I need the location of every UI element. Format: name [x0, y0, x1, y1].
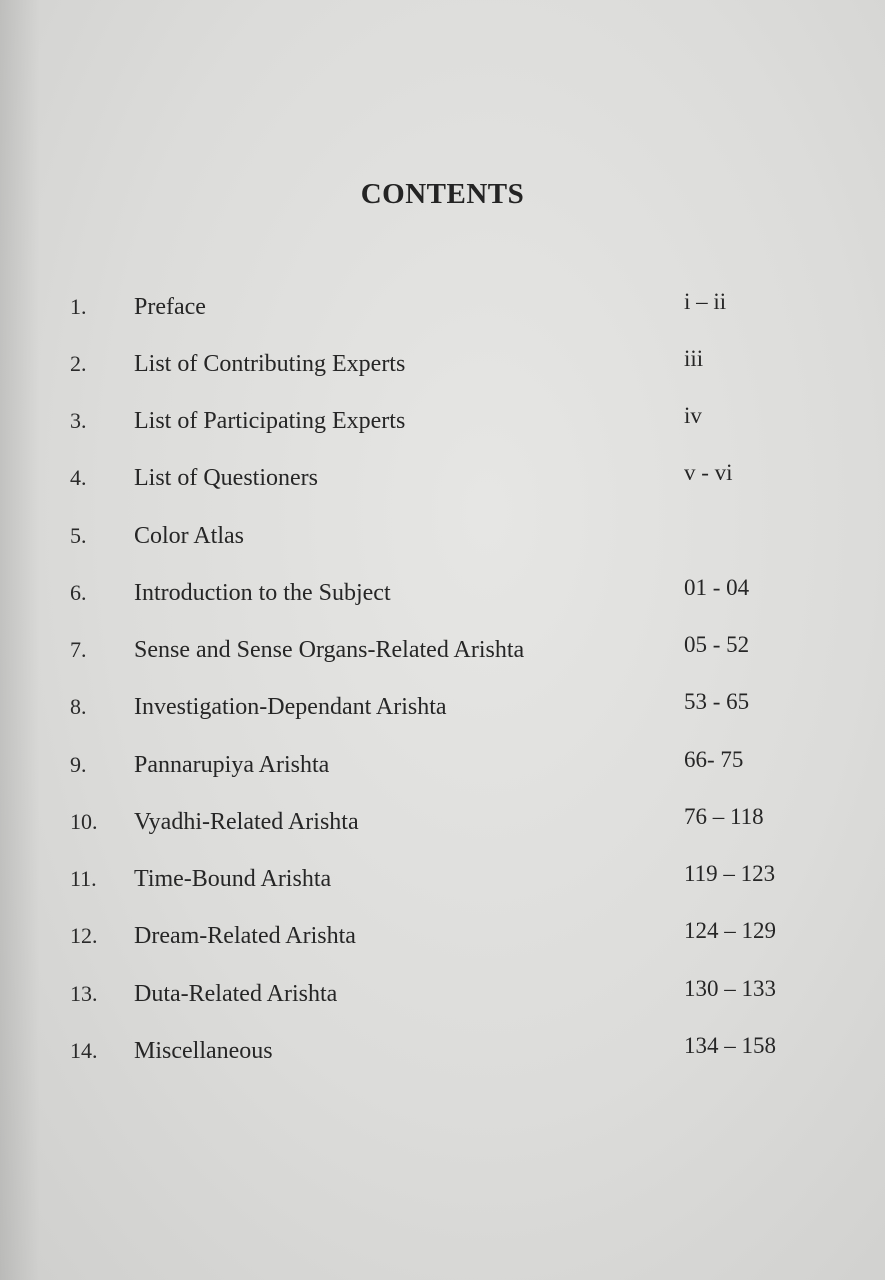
toc-number: 3.	[70, 408, 87, 433]
toc-number: 7.	[70, 637, 87, 662]
toc-title: Dream-Related Arishta	[134, 923, 356, 949]
toc-row	[0, 1033, 885, 1078]
toc-pages: 76 – 118	[684, 804, 764, 829]
toc-title: Investigation-Dependant Arishta	[134, 694, 447, 720]
toc-title: Color Atlas	[134, 523, 245, 549]
toc-pages: i – ii	[684, 289, 727, 314]
toc-pages: 01 - 04	[684, 575, 750, 600]
toc-row	[0, 460, 885, 505]
toc-title: Sense and Sense Organs-Related Arishta	[134, 637, 525, 663]
toc-row	[0, 861, 885, 906]
toc-title: Miscellaneous	[134, 1038, 273, 1064]
toc-pages: 53 - 65	[684, 689, 750, 714]
toc-title: List of Contributing Experts	[134, 351, 406, 377]
toc-row	[0, 747, 885, 792]
toc-number: 4.	[70, 465, 87, 490]
toc-row	[0, 523, 885, 563]
toc-title: Vyadhi-Related Arishta	[134, 809, 359, 835]
toc-row	[0, 346, 885, 391]
toc-pages: 66- 75	[684, 747, 744, 772]
toc-number: 13.	[70, 981, 98, 1006]
toc-number: 12.	[70, 923, 98, 948]
toc-title: List of Questioners	[134, 465, 318, 491]
toc-title: Preface	[134, 294, 206, 320]
toc-row	[0, 403, 885, 448]
toc-title: Duta-Related Arishta	[134, 981, 338, 1007]
toc-number: 11.	[70, 866, 97, 891]
toc-number: 1.	[70, 294, 87, 319]
toc-pages: 124 – 129	[684, 918, 776, 943]
toc-pages: iv	[684, 403, 702, 428]
toc-row	[0, 575, 885, 620]
toc-number: 9.	[70, 752, 87, 777]
toc-pages: 134 – 158	[684, 1033, 776, 1058]
toc-row	[0, 632, 885, 677]
toc-row	[0, 918, 885, 963]
toc-pages: 05 - 52	[684, 632, 750, 657]
toc-number: 5.	[70, 523, 87, 548]
toc-number: 6.	[70, 580, 87, 605]
toc-number: 8.	[70, 694, 87, 719]
toc-pages: 130 – 133	[684, 976, 776, 1001]
toc-title: Pannarupiya Arishta	[134, 752, 330, 778]
toc-pages: iii	[684, 346, 704, 371]
toc-row	[0, 289, 885, 334]
page-title: CONTENTS	[360, 178, 525, 210]
toc-title: Introduction to the Subject	[134, 580, 391, 606]
toc-pages: 119 – 123	[684, 861, 776, 886]
toc-number: 10.	[70, 809, 98, 834]
toc-title: List of Participating Experts	[134, 408, 406, 434]
toc-number: 14.	[70, 1038, 98, 1063]
toc-pages: v - vi	[684, 460, 733, 485]
toc-title: Time-Bound Arishta	[134, 866, 332, 892]
toc-number: 2.	[70, 351, 87, 376]
toc-row	[0, 689, 885, 734]
toc-row	[0, 976, 885, 1021]
toc-row	[0, 804, 885, 849]
